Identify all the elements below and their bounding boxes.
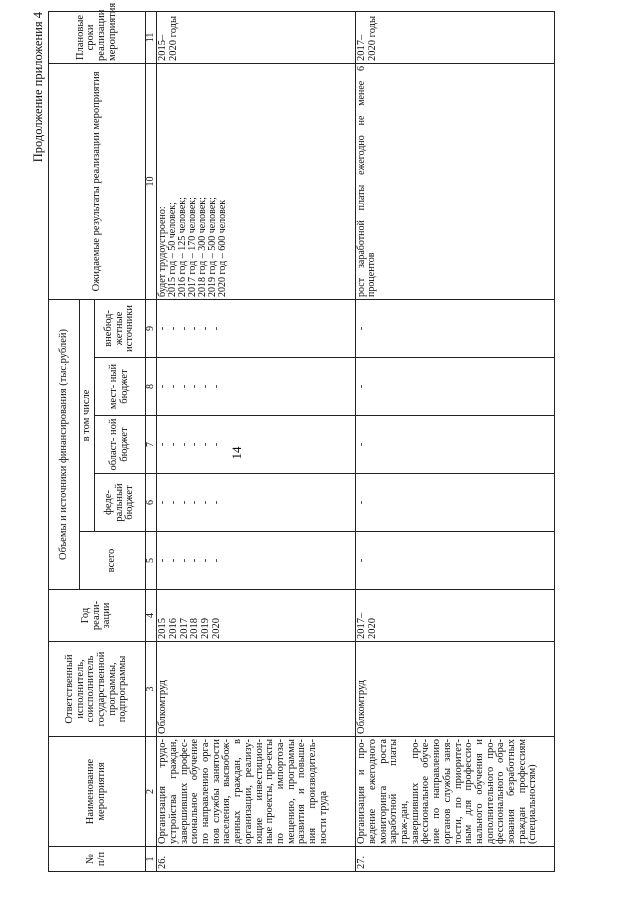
row-executor: Облкомтруд <box>157 642 356 737</box>
row-obl: - <box>356 416 555 474</box>
header-year: Год реали- зации <box>49 590 146 642</box>
header-row-1 <box>49 11 80 871</box>
table-row <box>356 11 555 871</box>
rotated-page <box>31 2 611 872</box>
row-term: 2015–2020 годы <box>157 11 356 63</box>
row-total: - <box>356 532 555 590</box>
row-mest: - <box>356 358 555 416</box>
row-years: 2017–2020 <box>356 590 555 642</box>
row-vneb: - - - - - - <box>157 299 356 357</box>
col-number: 6 <box>146 474 157 532</box>
measures-table <box>48 2 555 872</box>
col-number: 10 <box>146 63 157 299</box>
col-number: 2 <box>146 737 157 847</box>
col-number: 1 <box>146 847 157 872</box>
header-funding: Объемы и источники финансирования (тыс.рублей) <box>49 299 80 589</box>
row-fed: - <box>356 474 555 532</box>
row-obl: - - - - - - <box>157 416 356 474</box>
row-total: - - - - - - <box>157 532 356 590</box>
col-number: 8 <box>146 358 157 416</box>
header-fed: феде- ральный бюджет <box>95 474 146 532</box>
header-num: № п/п <box>49 847 146 872</box>
row-name: Организация и про-ведение ежегодного мониторинга роста заработной платы граж-дан, завершивших про-фессиональное обуче-ние по направлению органов службы заня-тости, по приоритет-ным для профессио-нального обучения и дополнительного про-фессионального обра-зования безработных граждан профессиям (специальностям) <box>356 737 555 847</box>
header-mest: мест- ный бюджет <box>95 358 146 416</box>
header-results: Ожидаемые результаты реализации мероприятия <box>49 63 146 299</box>
header-total: всего <box>80 532 146 590</box>
row-term: 2017–2020 годы <box>356 11 555 63</box>
row-result: рост заработной платы ежегодно не менее 6 процентов <box>356 63 555 299</box>
page-number: 14 <box>229 446 244 460</box>
row-num: 26. <box>157 847 356 872</box>
col-number: 3 <box>146 642 157 737</box>
col-number: 7 <box>146 416 157 474</box>
row-name: Организация трудо-устройства граждан, завершивших профес-сиональное обучение по направлению орга-нов службы занятости населения, высвобож-денных граждан, в организации, реализу-ющие инвестицион-ные проекты, про-екты по импортоза-мещению, программы развития и повыше-ния производитель-ности труда <box>157 737 356 847</box>
row-executor: Облкомтруд <box>356 642 555 737</box>
col-number: 9 <box>146 299 157 357</box>
row-result: будет трудоустроено: 2015 год – 50 человек; 2016 год – 125 человек; 2017 год – 170 человек; 2018 год – 300 человек; 2019 год – 500 человек; 2020 год – 600 человек <box>157 63 356 299</box>
col-number: 11 <box>146 11 157 63</box>
header-name: Наименование мероприятия <box>49 737 146 847</box>
row-vneb: - <box>356 299 555 357</box>
row-mest: - - - - - - <box>157 358 356 416</box>
appendix-caption: Продолжение приложения 4 <box>31 12 45 163</box>
header-incl: в том числе <box>80 299 95 531</box>
row-years: 2015 2016 2017 2018 2019 2020 <box>157 590 356 642</box>
header-obl: област- ной бюджет <box>95 416 146 474</box>
row-num: 27. <box>356 847 555 872</box>
header-terms: Плановые сроки реализации мероприятия <box>49 11 146 63</box>
table-row <box>157 11 356 871</box>
column-numbers-row <box>146 11 157 871</box>
header-executor: Ответственный исполнитель, соисполнитель государственной программы, подпрограммы <box>49 642 146 737</box>
col-number: 5 <box>146 532 157 590</box>
col-number: 4 <box>146 590 157 642</box>
header-vneb: внебюд- жетные источники <box>95 299 146 357</box>
row-fed: - - - - - - <box>157 474 356 532</box>
